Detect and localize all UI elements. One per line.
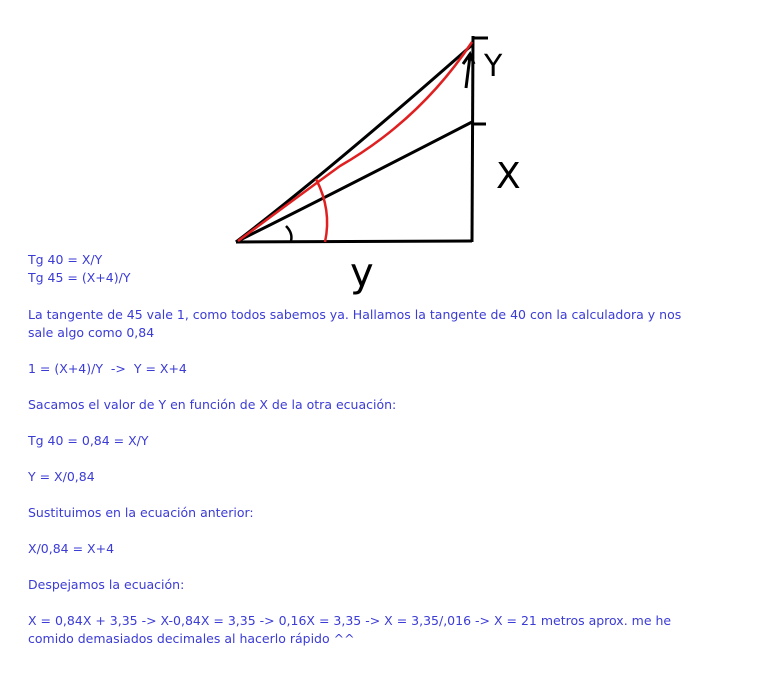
text-line-11: X = 0,84X + 3,35 -> X-0,84X = 3,35 -> 0,16X = 3,35 -> X = 3,35/,016 -> X = 21 metros aprox. me he comido demasiados decimales al hacerlo rápido ^^ bbox=[28, 613, 672, 646]
triangle-sketch bbox=[0, 0, 765, 300]
label-bottom-side: y bbox=[350, 250, 374, 296]
inner-hypotenuse bbox=[236, 122, 472, 242]
text-line-10: Despejamos la ecuación: bbox=[28, 577, 185, 592]
base-line bbox=[236, 241, 472, 242]
text-line-2: Tg 45 = (X+4)/Y bbox=[28, 270, 131, 285]
text-line-7: Y = X/0,84 bbox=[28, 469, 95, 484]
text-line-3: La tangente de 45 vale 1, como todos sabemos ya. Hallamos la tangente de 40 con la calculadora y nos sale algo como 0,84 bbox=[28, 307, 682, 340]
outer-hypotenuse bbox=[236, 45, 472, 242]
label-top-side: Y bbox=[484, 49, 503, 84]
vertical-line bbox=[472, 36, 473, 242]
label-right-side: X bbox=[496, 156, 521, 197]
text-line-9: X/0,84 = X+4 bbox=[28, 541, 115, 556]
text-line-5: Sacamos el valor de Y en función de X de la otra ecuación: bbox=[28, 397, 397, 412]
text-line-6: Tg 40 = 0,84 = X/Y bbox=[28, 433, 149, 448]
red-angle-arc bbox=[316, 179, 327, 242]
text-line-4: 1 = (X+4)/Y -> Y = X+4 bbox=[28, 361, 187, 376]
text-line-8: Sustituimos en la ecuación anterior: bbox=[28, 505, 254, 520]
text-line-1: Tg 40 = X/Y bbox=[28, 252, 103, 267]
small-angle-arc bbox=[286, 226, 291, 241]
